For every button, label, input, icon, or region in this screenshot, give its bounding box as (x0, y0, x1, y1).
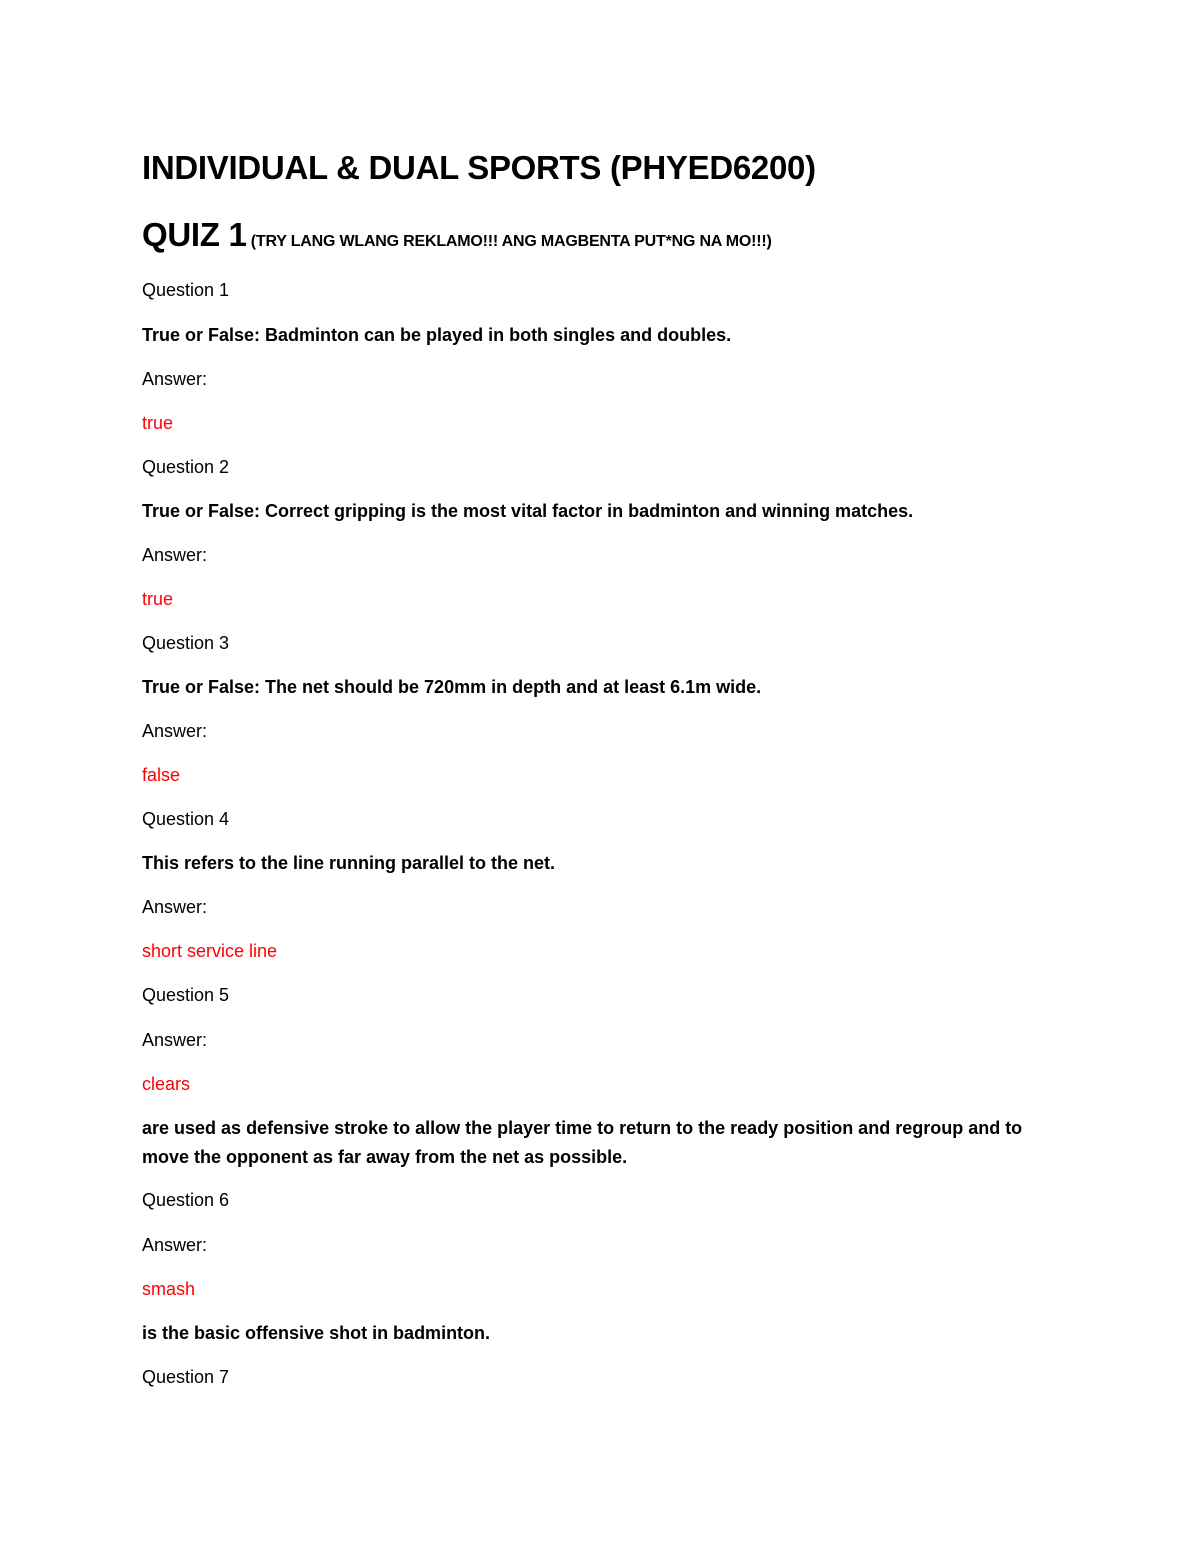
quiz-note: (TRY LANG WLANG REKLAMO!!! ANG MAGBENTA PUT*NG NA MO!!!) (246, 233, 772, 250)
question-5-text: are used as defensive stroke to allow the player time to return to the ready position and regroup and to move the opponent as far away from the net as possible. (142, 1118, 1023, 1167)
quiz-heading (142, 216, 772, 254)
question-1-answer-label: Answer: (142, 369, 208, 389)
question-5-answer: clears (142, 1074, 191, 1094)
question-3-label: Question 3 (142, 633, 230, 653)
question-4-label: Question 4 (142, 809, 230, 829)
question-2-answer-label: Answer: (142, 545, 208, 565)
question-6-answer: smash (142, 1279, 196, 1299)
question-3-text: True or False: The net should be 720mm in depth and at least 6.1m wide. (142, 677, 762, 697)
question-2-answer: true (142, 589, 174, 609)
question-2-text: True or False: Correct gripping is the most vital factor in badminton and winning matches. (142, 501, 914, 521)
question-1-text: True or False: Badminton can be played in both singles and doubles. (142, 325, 732, 345)
question-4-answer: short service line (142, 941, 278, 961)
question-4-text: This refers to the line running parallel to the net. (142, 853, 556, 873)
question-1-label: Question 1 (142, 280, 230, 300)
question-6-label: Question 6 (142, 1190, 230, 1210)
question-5-answer-label: Answer: (142, 1030, 208, 1050)
question-1-answer: true (142, 413, 174, 433)
quiz-label: QUIZ 1 (142, 216, 247, 253)
question-6-text: is the basic offensive shot in badminton. (142, 1323, 491, 1343)
question-7-label: Question 7 (142, 1367, 230, 1387)
question-2-label: Question 2 (142, 457, 230, 477)
question-3-answer: false (142, 765, 181, 785)
question-5-label: Question 5 (142, 985, 230, 1005)
document-title: INDIVIDUAL & DUAL SPORTS (PHYED6200) (142, 149, 816, 186)
question-4-answer-label: Answer: (142, 897, 208, 917)
question-6-answer-label: Answer: (142, 1235, 208, 1255)
question-3-answer-label: Answer: (142, 721, 208, 741)
